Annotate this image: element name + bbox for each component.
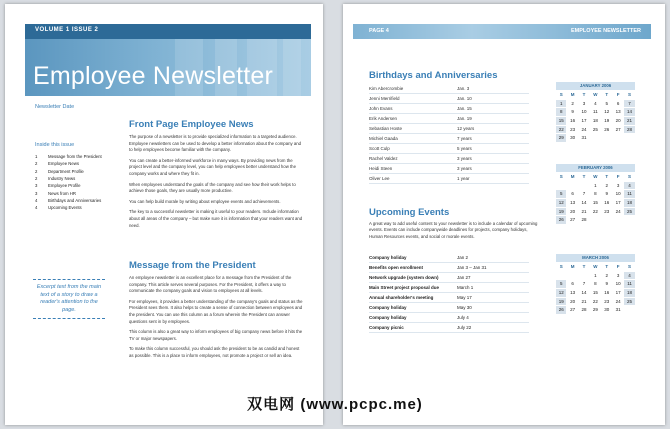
event-date: Jan 2 [457,255,469,260]
events-intro: A great way to add useful content to your newsletter is to include a calendar of upcoming events. Events can include companywide deadlines for projects, company holidays, Human Resources events, and social or morale events. [369,221,538,239]
toc-item-label: Department Profile [48,168,84,174]
calendar-empty-cell [602,134,612,142]
event-row [369,253,529,263]
event-date: July 22 [457,325,472,330]
calendar-day: 11 [593,109,598,115]
calendar-day: 27 [615,126,621,132]
calendar-march [556,254,635,314]
calendar-grid [556,263,635,314]
weekday-label: M [570,264,575,269]
calendar-day: 29 [592,307,598,313]
weekday-label: T [605,174,609,179]
birthday-value: Jan. 15 [457,106,472,111]
toc-item [35,197,121,204]
event-date: May 30 [457,305,472,310]
event-date: Jan 3 – Jan 31 [457,265,487,270]
newsletter-page-four [343,4,665,425]
event-date: July 4 [457,315,469,320]
calendar-day: 3 [616,182,620,188]
calendar-day: 9 [605,191,609,197]
calendar-day: 1 [594,272,597,278]
calendar-grid [556,91,635,142]
calendar-day: 8 [594,281,597,287]
header-newsletter-name: EMPLOYEE NEWSLETTER [571,28,641,34]
birthday-value: 1 year [457,176,470,181]
calendar-empty-cell [567,182,577,190]
calendar-day: 24 [615,208,621,214]
calendar-day: 27 [570,307,576,313]
event-name: Company picnic [369,325,404,330]
birthday-value: Jan. 19 [457,116,472,121]
calendar-title: JANUARY 2006 [556,82,635,90]
calendar-day: 6 [616,100,620,106]
article-heading: Front Page Employee News [129,119,254,130]
calendar-day: 12 [556,289,566,297]
calendar-day: 21 [624,117,634,125]
calendar-day: 13 [570,290,576,296]
calendar-day: 6 [571,281,574,287]
calendar-day: 25 [624,298,634,306]
toc-item-page: 2 [35,176,38,182]
calendar-empty-cell [590,134,600,142]
calendar-day: 13 [570,200,576,206]
calendar-day: 12 [556,199,566,207]
calendar-day: 16 [604,200,610,206]
birthday-name: Rachel Valdez [369,156,398,161]
event-name: Main Street project proposal due [369,285,440,290]
weekday-label: S [628,264,632,269]
calendar-day: 10 [615,191,621,197]
calendar-day: 11 [624,190,634,198]
calendar-day: 3 [582,100,586,106]
calendar-day: 26 [604,126,610,132]
article-paragraph: The key to a successful newsletter is making it useful to your readers. Include information about all areas of the company – but make sure it is information that your readers want and need. [129,209,303,228]
event-name: Company holiday [369,305,407,310]
toc-item-label: Employee News [48,161,80,167]
weekday-label: T [582,264,586,269]
calendar-day: 19 [556,298,566,306]
calendar-day: 3 [616,272,620,278]
toc-item-page: 4 [35,197,38,203]
toc-item-label: Upcoming Events [48,205,82,211]
event-name: Annual shareholder's meeting [369,295,434,300]
calendar-day: 20 [570,298,576,304]
weekday-label: W [593,174,598,179]
birthdays-table [369,84,529,184]
volume-issue: VOLUME 1 ISSUE 2 [35,27,99,33]
event-name: Company holiday [369,255,407,260]
calendar-day: 13 [615,109,621,115]
calendar-day: 12 [604,109,610,115]
toc-item-page: 3 [35,190,38,196]
event-row [369,263,529,273]
calendar-day: 9 [605,281,609,287]
event-row [369,273,529,283]
events-table [369,253,529,333]
toc-item-label: Industry News [48,176,76,182]
weekday-label: S [559,264,563,269]
birthday-row [369,164,529,174]
weekday-label: T [582,174,586,179]
calendar-empty-cell [579,272,589,280]
birthday-value: Jan. 3 [457,86,470,91]
birthday-row [369,144,529,154]
calendar-day: 31 [581,135,587,141]
birthday-value: 12 years [457,126,475,131]
birthday-row [369,84,529,94]
birthday-row [369,174,529,184]
calendar-day: 17 [615,290,621,296]
calendar-day: 31 [615,307,621,313]
event-row [369,303,529,313]
event-row [369,293,529,303]
calendar-day: 14 [624,108,634,116]
event-row [369,283,529,293]
calendar-day: 1 [594,182,597,188]
calendar-day: 21 [581,298,587,304]
calendar-day: 6 [571,191,574,197]
calendar-day: 2 [605,272,609,278]
calendar-day: 7 [624,100,634,108]
calendar-day: 18 [624,289,634,297]
birthday-name: John Evans [369,106,393,111]
article-paragraph: For employees, it provides a better understanding of the company's goals and status as the President sees them. It also helps to create a sense of connection between employees and the president. You can use this column as a forum wherein the President can answer questions sent in by employees. [129,298,303,324]
calendar-day: 5 [556,280,566,288]
weekday-label: W [593,92,598,97]
toc-item [35,204,121,211]
toc-item [35,189,121,196]
article-paragraph: This column is also a great way to inform employees of big company news before it hits the TV or major newspapers. [129,329,303,341]
calendar-day: 27 [570,217,576,223]
newsletter-title: Employee Newsletter [33,62,274,90]
calendar-day: 5 [556,190,566,198]
toc-item-label: News from HR [48,190,76,196]
weekday-label: F [616,174,620,179]
calendar-day: 11 [624,280,634,288]
calendar-day: 17 [615,200,621,206]
birthday-row [369,114,529,124]
toc-item-page: 4 [35,205,38,211]
calendar-title: FEBRUARY 2006 [556,164,635,172]
weekday-label: S [559,174,563,179]
calendar-day: 2 [605,182,609,188]
calendar-day: 8 [594,191,597,197]
calendar-day: 30 [604,307,610,313]
weekday-label: W [593,264,598,269]
pull-quote: Excerpt text from the main text of a story to draw a reader's attention to the page. [33,279,105,319]
event-name: Network upgrade (system down) [369,275,439,280]
weekday-label: T [605,264,609,269]
calendar-day: 20 [615,118,621,124]
calendar-day: 26 [556,216,566,224]
article-paragraph: An employee newsletter is an excellent place for a message from the President of the company. This article serves several purposes. For the President, it offers a way to communicate the company goals and vision to employees at all levels. [129,275,292,294]
calendar-day: 14 [581,200,587,206]
calendar-empty-cell [567,272,577,280]
calendar-day: 24 [581,126,587,132]
article-paragraph: You can help build morale by writing about employee events and achievements. [129,198,281,204]
calendar-day: 9 [571,109,574,115]
calendar-day: 15 [592,200,598,206]
calendar-empty-cell [556,272,566,280]
calendar-day: 16 [570,118,576,124]
calendar-day: 22 [592,208,598,214]
calendar-day: 8 [556,108,566,116]
calendar-empty-cell [579,182,589,190]
toc-item-page: 3 [35,183,38,189]
birthday-name: Michiel Gaada [369,136,398,141]
article-heading: Message from the President [129,260,256,271]
calendar-day: 17 [581,118,587,124]
table-of-contents [35,142,121,211]
event-row [369,313,529,323]
toc-item-label: Employee Profile [48,183,81,189]
calendar-grid [556,173,635,224]
calendar-day: 20 [570,208,576,214]
calendar-day: 19 [604,118,610,124]
weekday-label: S [628,92,632,97]
front-page-article [129,119,305,233]
calendar-day: 4 [624,272,634,280]
calendar-day: 28 [581,217,587,223]
calendar-day: 25 [592,126,598,132]
birthday-name: Scott Culp [369,146,390,151]
birthday-value: 5 years [457,146,472,151]
calendar-empty-cell [624,306,634,314]
event-row [369,323,529,333]
calendar-empty-cell [613,216,623,224]
newsletter-date: Newsletter Date [35,104,75,110]
weekday-label: T [605,92,609,97]
calendar-day: 18 [624,199,634,207]
toc-item [35,175,121,182]
weekday-label: F [616,92,620,97]
watermark-text: 双电网 (www.pcpc.me) [247,396,423,413]
birthday-name: Heidi Steen [369,166,393,171]
calendar-day: 23 [604,208,610,214]
calendar-day: 26 [556,306,566,314]
calendar-day: 29 [556,134,566,142]
calendar-empty-cell [556,182,566,190]
calendar-day: 5 [605,100,609,106]
weekday-label: F [616,264,620,269]
weekday-label: S [559,92,563,97]
calendar-day: 7 [582,281,586,287]
toc-item [35,153,121,160]
weekday-label: T [582,92,586,97]
calendar-empty-cell [613,134,623,142]
president-article [129,260,305,364]
calendar-day: 23 [570,126,576,132]
article-paragraph: When employees understand the goals of the company and see how their work helps to achieve those goals, they are usually more productive. [129,181,296,194]
page-header-bar [353,24,651,39]
newsletter-page-front [5,4,323,425]
birthday-name: Sebastian Hoste [369,126,403,131]
calendar-day: 19 [556,208,566,216]
article-paragraph: You can create a better-informed workforce in many ways. By providing news from the project level and the company level, you can help employees better understand how the company works and where they fit in. [129,157,296,176]
toc-heading: Inside this issue [35,142,75,148]
calendar-day: 10 [581,109,587,115]
calendar-title: MARCH 2006 [556,254,635,262]
calendar-empty-cell [590,216,600,224]
calendar-day: 4 [624,182,634,190]
toc-item-page: 2 [35,168,38,174]
calendar-day: 15 [556,117,566,125]
birthday-row [369,154,529,164]
birthday-row [369,94,529,104]
birthday-value: Jan. 10 [457,96,472,101]
birthdays-heading: Birthdays and Anniversaries [369,70,498,81]
calendar-day: 28 [624,126,634,134]
calendar-day: 24 [615,298,621,304]
calendar-day: 28 [581,307,587,313]
calendar-empty-cell [602,216,612,224]
birthday-name: Kim Abercrombie [369,86,404,91]
toc-item [35,168,121,175]
calendar-day: 25 [624,208,634,216]
calendar-day: 18 [592,118,598,124]
birthday-value: 3 years [457,156,472,161]
toc-item-page: 2 [35,161,38,167]
event-date: March 1 [457,285,474,290]
birthday-row [369,104,529,114]
calendar-empty-cell [624,134,634,142]
event-date: May 17 [457,295,472,300]
calendar-day: 10 [615,281,621,287]
calendar-day: 2 [571,100,574,106]
birthday-row [369,124,529,134]
toc-item [35,160,121,167]
event-date: Jan 27 [457,275,471,280]
calendar-day: 30 [570,135,576,141]
birthday-value: 3 years [457,166,472,171]
calendar-day: 1 [556,100,566,108]
calendar-day: 4 [594,100,597,106]
calendar-january [556,82,635,142]
weekday-label: M [570,92,575,97]
calendar-day: 22 [592,298,598,304]
article-paragraph: To make this column successful, you should ask the president to be as candid and honest as possible. This is a place to inform employees, not promote a project or sell an idea. [129,346,300,358]
toc-item-label: Message from the President [48,154,102,160]
toc-item-label: Birthdays and Anniversaries [48,197,102,203]
calendar-empty-cell [624,216,634,224]
calendar-day: 22 [556,126,566,134]
toc-item-page: 1 [35,154,38,160]
calendar-day: 14 [581,290,587,296]
article-paragraph: The purpose of a newsletter is to provide specialized information to a targeted audience. Employee newsletters can be used to develop a better information about the company and to help employees become familiar with the company. [129,134,301,153]
birthday-value: 7 years [457,136,472,141]
event-name: Company holiday [369,315,407,320]
event-name: Benefits open enrollment [369,265,424,270]
events-heading: Upcoming Events [369,207,450,218]
calendar-day: 7 [582,191,586,197]
birthday-name: Oliver Lee [369,176,390,181]
calendar-day: 15 [592,290,598,296]
calendar-day: 23 [604,298,610,304]
calendar-february [556,164,635,224]
weekday-label: M [570,174,575,179]
birthday-name: Jenni Merrifield [369,96,400,101]
calendar-day: 16 [604,290,610,296]
page-number: PAGE 4 [369,28,389,34]
birthday-name: Erik Andersen [369,116,398,121]
birthday-row [369,134,529,144]
calendar-day: 21 [581,208,587,214]
toc-item [35,182,121,189]
weekday-label: S [628,174,632,179]
masthead-banner [25,24,311,96]
